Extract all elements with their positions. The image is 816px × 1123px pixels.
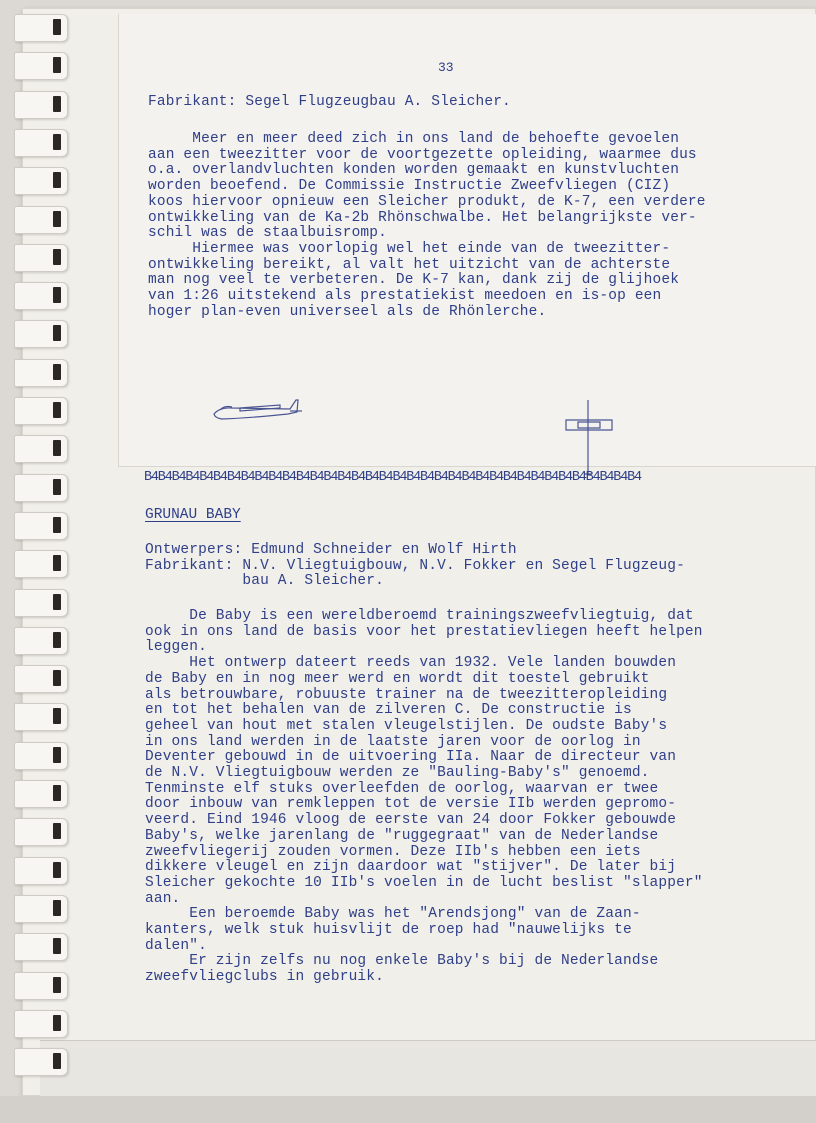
binding-ring	[14, 91, 68, 119]
binding-ring	[14, 244, 68, 272]
binding-ring	[14, 550, 68, 578]
binding-ring	[14, 14, 68, 42]
binding-ring	[14, 895, 68, 923]
binding-ring	[14, 435, 68, 463]
binding-ring	[14, 818, 68, 846]
binding-ring	[14, 206, 68, 234]
binding-ring	[14, 742, 68, 770]
credits-block: Ontwerpers: Edmund Schneider en Wolf Hirth Fabrikant: N.V. Vliegtuigbouw, N.V. Fokker en Segel Flugzeug- bau A. Sleicher.	[145, 542, 685, 590]
binding-ring	[14, 589, 68, 617]
glider-side-view-sketch-icon	[210, 392, 305, 428]
binding-ring	[14, 52, 68, 80]
page-below-edge	[40, 1040, 816, 1096]
binding-ring	[14, 933, 68, 961]
binding-ring	[14, 972, 68, 1000]
binding-ring	[14, 627, 68, 655]
section-title: GRUNAU BABY	[145, 507, 241, 523]
binding-ring	[14, 397, 68, 425]
binding-ring	[14, 167, 68, 195]
k7-paragraph: Meer en meer deed zich in ons land de behoefte gevoelen aan een tweezitter voor de voortgezette opleiding, waarmee dus o.a. overlandvluchten konden worden gemaakt en kunstvluchten worden beoefend. De Commissie Instructie Zweefvliegen (CIZ) koos hiervoor opnieuw een Sleicher produkt, de K-7, een verdere ontwikkeling van de Ka-2b Rhönschwalbe. Het belangrijkste ver- schil was de staalbuisromp. Hiermee was voorlopig wel het einde van de tweezitter- ontwikkeling bereikt, al valt het uitzicht van de achterste man nog veel te verbeteren. De K-7 kan, dank zij de glijhoek van 1:26 uitstekend als prestatiekist meedoen en is-op een hoger plan-even universeel als de Rhönlerche.	[148, 131, 706, 320]
manufacturer-line: Fabrikant: Segel Flugzeugbau A. Sleicher.	[148, 94, 511, 110]
grunau-baby-paragraph: De Baby is een wereldberoemd trainingszweefvliegtuig, dat ook in ons land de basis voor het prestatievliegen heeft helpen leggen. Het ontwerp dateert reeds van 1932. Vele landen bouwden de Baby en in nog meer werd en wordt dit toestel gebruikt als betrouwbare, robuuste trainer na de tweezitteropleiding en tot het behalen van de zilveren C. De constructie is geheel van hout met stalen vleugelstijlen. De oudste Baby's in ons land werden in de laatste jaren voor de oorlog in Deventer gebouwd in de uitvoering IIa. Naar de directeur van de N.V. Vliegtuigbouw werden ze "Bauling-Baby's" genoemd. Tenminste elf stuks overleefden de oorlog, waarvan er twee door inbouw van remkleppen tot de versie IIb werden gepromo- veerd. Eind 1946 vloog de eerste van 24 door Fokker gebouwde Baby's, welke jarenlang de "ruggegraat" van de Nederlandse zweefvliegerij zouden vormen. Deze IIb's hebben een iets dikkere vleugel en zijn daardoor wat "stijver". De later bij Sleicher gekochte 10 IIb's voelen in de lucht beslist "slapper" aan. Een beroemde Baby was het "Arendsjong" van de Zaan- kanters, welk stuk huisvlijt de roep had "nauwelijks te dalen". Er zijn zelfs nu nog enkele Baby's bij de Nederlandse zweefvliegclubs in gebruik.	[145, 608, 703, 986]
glider-front-view-sketch-icon	[560, 400, 620, 478]
separator-line: B4B4B4B4B4B4B4B4B4B4B4B4B4B4B4B4B4B4B4B4B4B4B4B4B4B4B4B4B4B4B4B4B4B4B4B4	[144, 470, 641, 485]
binding-ring	[14, 1048, 68, 1076]
page-number: 33	[438, 60, 454, 75]
binding-ring	[14, 320, 68, 348]
binding-ring	[14, 359, 68, 387]
binding-ring	[14, 474, 68, 502]
binding-ring	[14, 129, 68, 157]
binding-ring	[14, 857, 68, 885]
binding-ring	[14, 1010, 68, 1038]
background-surface	[0, 1096, 816, 1123]
binding-ring	[14, 512, 68, 540]
spiral-binding-icon	[0, 0, 70, 1123]
binding-ring	[14, 665, 68, 693]
binding-ring	[14, 780, 68, 808]
binding-ring	[14, 703, 68, 731]
binding-ring	[14, 282, 68, 310]
